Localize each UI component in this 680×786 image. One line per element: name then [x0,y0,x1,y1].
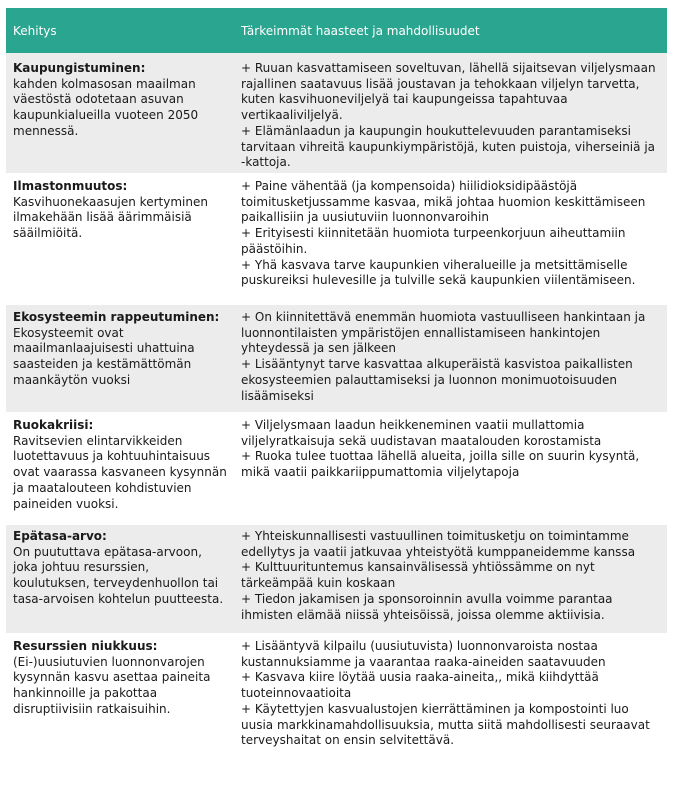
challenge-line: terveyshaitat on ensin selvitettävä. [241,733,455,748]
challenge-line: + On kiinnitettävä enemmän huomiota vastuulliseen hankintaan ja [241,310,646,324]
development-cell [6,635,236,756]
development-cell [6,53,236,173]
challenge-line: + Yhteiskunnallisesti vastuullinen toimitusketju on toimintamme [241,529,629,543]
development-title: Ekosysteemin rappeutuminen: [13,310,220,324]
table-body [6,53,667,758]
development-title: Ilmastonmuutos: [13,179,128,193]
development-description: On puututtava epätasa-arvoon, joka johtuu resurssien, koulutuksen, terveydenhuollon tai tasa-arvoisen kohtelun puutteesta. [13,544,224,606]
table-row [6,635,667,758]
header-col-development: Kehitys [13,24,57,39]
development-cell [6,525,236,633]
challenge-line: + Tiedon jakamisen ja sponsoroinnin avulla voimme parantaa [241,591,613,606]
challenge-line: päästöihin. [241,241,308,256]
challenge-line: uusia markkinamahdollisuuksia, mutta siitä mahdollisesti seuraavat [241,717,650,732]
development-description: Ravitsevien elintarvikkeiden luotettavuus ja kohtuuhintaisuus ovat vaarassa kasvaneen kysynnän ja maatalouteen kohdistuvien paineiden vuoksi. [13,433,227,511]
development-cell [6,305,236,412]
development-description: Ekosysteemit ovat maailmanlaajuisesti uhattuina saasteiden ja kestämättömän maankäytön vuoksi [13,325,195,387]
challenge-line: ekosysteemien palauttamiseksi ja luonnon monimuotoisuuden [241,372,617,387]
challenge-line: kustannuksiamme ja vaarantaa raaka-aineiden saatavuuden [241,654,606,669]
challenges-cell [236,175,667,303]
development-description: kahden kolmasosan maailman väestöstä odotetaan asuvan kaupunkialueilla vuoteen 2050 mennessä. [13,76,199,138]
challenge-line: luonnontilaisten ympäristöjen ennallistamiseen hankintojen [241,325,601,340]
challenge-line: + Viljelysmaan laadun heikkeneminen vaatii mullattomia [241,418,585,432]
challenge-line: yhteydessä ja sen jälkeen [241,341,397,356]
challenge-line: paikallisiin ja uusiutuviin luonnonvaroihin [241,210,489,225]
challenges-cell [236,635,667,756]
table-header [6,8,667,53]
challenge-line: kuten kasvihuoneviljelyä tai kaupungeissa tapahtuvaa [241,92,568,107]
table-row [6,305,667,414]
challenge-line: + Lisääntyvä kilpailu (uusiutuvista) luonnonvaroista nostaa [241,639,598,653]
table-row [6,175,667,305]
development-title: Epätasa-arvo: [13,529,107,543]
development-title: Resurssien niukkuus: [13,639,158,653]
challenge-line: + Elämänlaadun ja kaupungin houkuttelevuuden parantamiseksi [241,123,631,138]
table-row [6,53,667,175]
challenges-cell [236,525,667,633]
development-cell [6,414,236,523]
challenge-line: vertikaaliviljelyä. [241,108,343,123]
development-title: Ruokakriisi: [13,418,94,432]
challenge-line: viljelyratkaisuja sekä uudistavan maatalouden korostamista [241,433,602,448]
challenge-line: + Ruuan kasvattamiseen soveltuvan, lähellä sijaitsevan viljelysmaan [241,61,656,75]
challenge-line: + Kulttuurituntemus kansainvälisessä yhtiössämme on nyt [241,560,595,575]
challenge-line: toimitusketjussamme kasvaa, mikä johtaa huomion keskittämiseen [241,194,646,209]
challenge-line: + Paine vähentää (ja kompensoida) hiilidioksidipäästöjä [241,179,578,193]
development-title: Kaupungistuminen: [13,61,146,75]
challenge-line: + Erityisesti kiinnitetään huomiota turpeenkorjuun aiheuttamiin [241,226,626,241]
challenge-line: rajallinen saatavuus lisää joustavan ja tehokkaan viljelyn tarvetta, [241,76,640,91]
header-col-challenges: Tärkeimmät haasteet ja mahdollisuudet [241,24,480,39]
challenge-line: tuoteinnovaatioita [241,686,352,701]
challenge-line: edellytys ja vaatii jatkuvaa yhteistyötä kumppaneidemme kanssa [241,544,636,559]
challenges-cell [236,305,667,412]
challenge-line: ihmisten elämää niissä yhteisöissä, joissa olemme aktiivisia. [241,607,605,622]
table-row [6,525,667,635]
challenge-line: + Lisääntynyt tarve kasvattaa alkuperäistä kasvistoa paikallisten [241,357,633,372]
challenge-line: + Käytettyjen kasvualustojen kierrättäminen ja kompostointi luo [241,701,629,716]
challenges-cell [236,414,667,523]
challenge-line: + Yhä kasvava tarve kaupunkien viheralueille ja metsittämiselle [241,257,628,272]
challenge-line: tarvitaan vihreitä kaupunkiympäristöjä, kuten puistoja, viherseiniä ja [241,139,655,154]
challenge-line: + Kasvava kiire löytää uusia raaka-aineita,, mikä kiihdyttää [241,670,599,685]
challenge-line: puskureiksi hulevesille ja tulville sekä kaupunkien viilentämiseen. [241,273,636,288]
trends-table [6,8,667,758]
challenge-line: lisäämiseksi [241,388,314,403]
table-row [6,414,667,525]
development-cell [6,175,236,303]
challenges-cell [236,53,667,173]
challenge-line: mikä vaatii paikkariippumattomia viljelytapoja [241,465,520,480]
development-description: Kasvihuonekaasujen kertyminen ilmakehään lisää äärimmäisiä sääilmiöitä. [13,194,208,241]
challenge-line: + Ruoka tulee tuottaa lähellä alueita, joilla sille on suurin kysyntä, [241,449,640,464]
development-description: (Ei-)uusiutuvien luonnonvarojen kysynnän kasvu asettaa paineita hankinnoille ja pakottaa disruptiivisiin ratkaisuihin. [13,654,211,716]
challenge-line: tärkeämpää kuin koskaan [241,576,396,591]
challenge-line: -kattoja. [241,155,291,170]
